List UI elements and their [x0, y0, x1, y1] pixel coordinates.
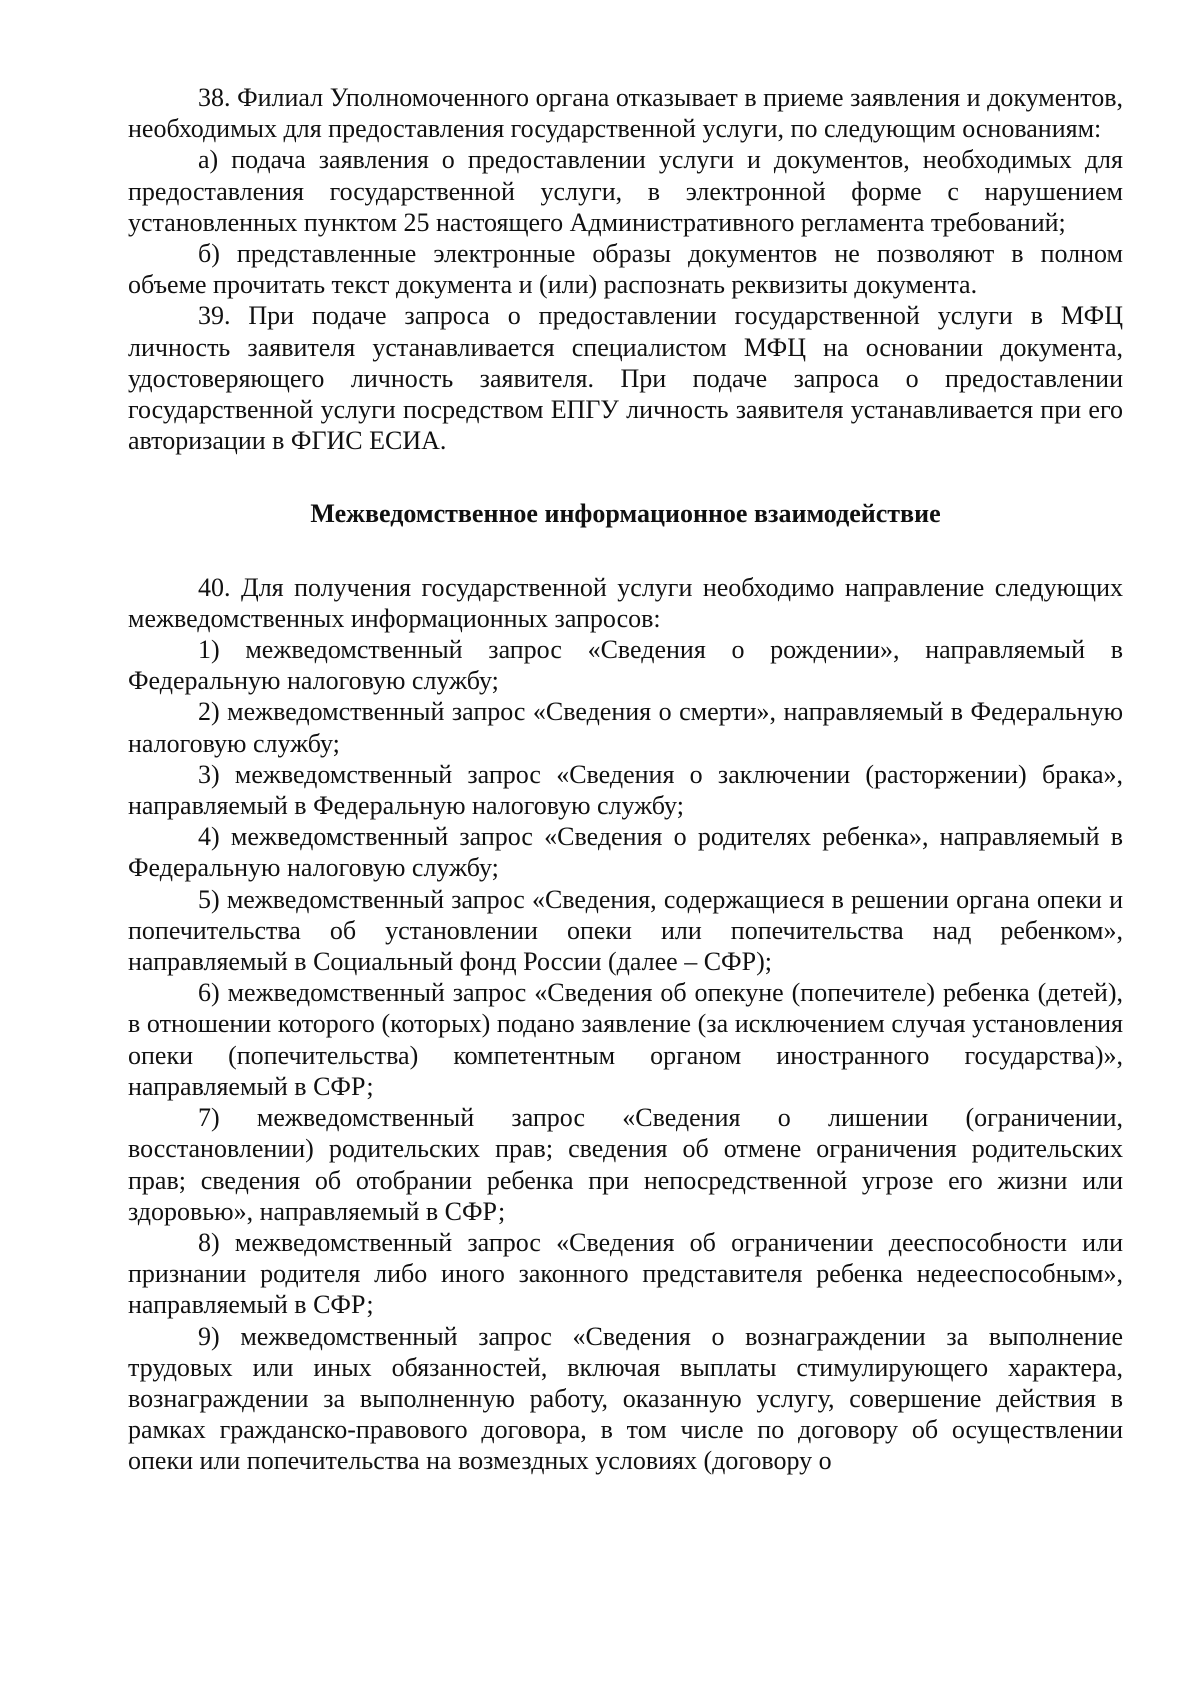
list-item-2: 2) межведомственный запрос «Сведения о смерти», направляемый в Федеральную налоговую службу; — [128, 697, 1123, 758]
list-item-3: 3) межведомственный запрос «Сведения о заключении (расторжении) брака», направляемый в Федеральную налоговую службу; — [128, 759, 1123, 821]
list-item-1: 1) межведомственный запрос «Сведения о рождении», направляемый в Федеральную налоговую службу; — [128, 635, 1123, 696]
paragraph-40: 40. Для получения государственной услуги необходимо направление следующих межведомственных информационных запросов: — [128, 572, 1123, 633]
paragraph-38-a: а) подача заявления о предоставлении услуги и документов, необходимых для предоставления государственной услуги, в электронной форме с нарушением установленных пунктом 25 настоящего Административного регламента требований; — [128, 145, 1123, 237]
list-item-5: 5) межведомственный запрос «Сведения, содержащиеся в решении органа опеки и попечительства об установлении опеки или попечительства над ребенком», направляемый в Социальный фонд России (далее – СФР); — [128, 884, 1123, 977]
section-heading: Межведомственное информационное взаимодействие — [310, 499, 941, 529]
list-item-9: 9) межведомственный запрос «Сведения о вознаграждении за выполнение трудовых или иных обязанностей, включая выплаты стимулирующего характера, вознаграждении за выполненную работу, оказанную услугу, совершение действия в рамках гражданско-правового договора, в том числе по договору об осуществлении опеки или попечительства на возмездных условиях (договору о — [128, 1321, 1123, 1476]
list-item-6: 6) межведомственный запрос «Сведения об опекуне (попечителе) ребенка (детей), в отношении которого (которых) подано заявление (за исключением случая установления опеки (попечительства) компетентным органом иностранного государства)», направляемый в СФР; — [128, 978, 1123, 1101]
paragraph-39: 39. При подаче запроса о предоставлении государственной услуги в МФЦ личность заявителя устанавливается специалистом МФЦ на основании документа, удостоверяющего личность заявителя. При подаче запроса о предоставлении государственной услуги посредством ЕПГУ личность заявителя устанавливается при его авторизации в ФГИС ЕСИА. — [128, 301, 1123, 456]
document-page — [128, 82, 1123, 1477]
list-item-7: 7) межведомственный запрос «Сведения о лишении (ограничении, восстановлении) родительских прав; сведения об отмене ограничения родительских прав; сведения об отобрании ребенка при непосредственной угрозе его жизни или здоровью», направляемый в СФР; — [128, 1103, 1123, 1226]
paragraph-38: 38. Филиал Уполномоченного органа отказывает в приеме заявления и документов, необходимых для предоставления государственной услуги, по следующим основаниям: — [128, 83, 1123, 144]
list-item-4: 4) межведомственный запрос «Сведения о родителях ребенка», направляемый в Федеральную налоговую службу; — [128, 822, 1123, 883]
list-item-8: 8) межведомственный запрос «Сведения об ограничении дееспособности или признании родителя либо иного законного представителя ребенка недееспособным», направляемый в СФР; — [128, 1227, 1123, 1320]
paragraph-38-b: б) представленные электронные образы документов не позволяют в полном объеме прочитать текст документа и (или) распознать реквизиты документа. — [128, 239, 1123, 300]
